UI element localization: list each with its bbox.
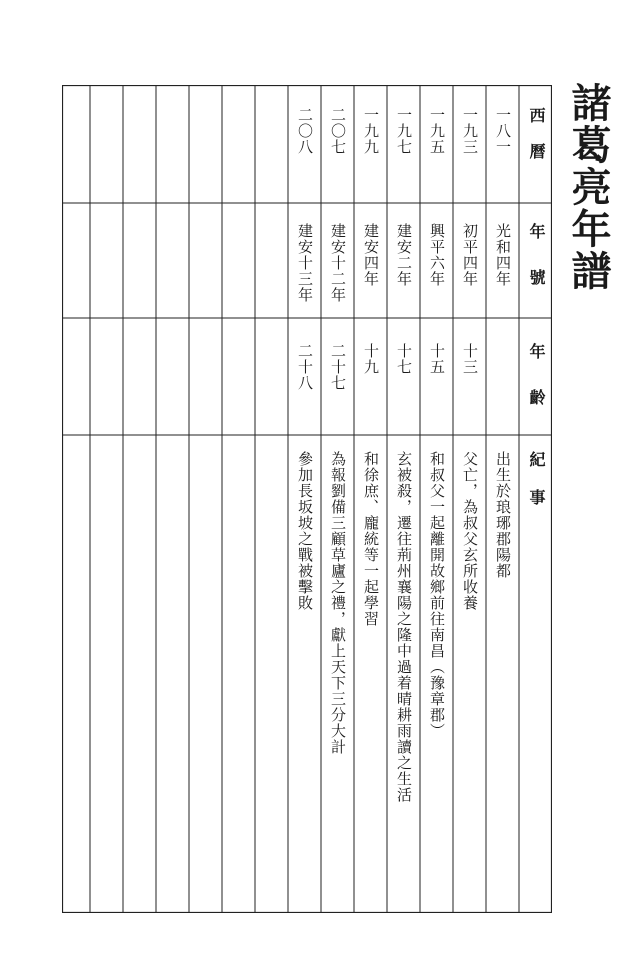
header-label: 西曆 — [527, 107, 546, 179]
cell-text: 建安二年 — [395, 223, 413, 287]
cell-text: 和叔父一起離開故鄉前往南昌（豫章郡） — [428, 451, 446, 739]
cell-text: 興平六年 — [428, 223, 446, 287]
cell-text: 出生於琅琊郡陽都 — [494, 451, 512, 579]
cell-text: 父亡，為叔父玄所收養 — [461, 451, 479, 611]
cell-text: 玄被殺，遷往荊州襄陽之隆中過着晴耕雨讀之生活 — [395, 451, 413, 803]
cell-text: 參加長坂坡之戰被擊敗 — [296, 451, 314, 611]
header-label: 年號 — [527, 223, 546, 315]
cell-text: 建安十二年 — [329, 223, 347, 303]
cell-text: 一九九 — [362, 107, 380, 155]
cell-text: 十三 — [461, 343, 479, 375]
cell-text: 十五 — [428, 343, 446, 375]
cell-text: 初平四年 — [461, 223, 479, 287]
chronology-table — [62, 85, 552, 913]
cell-text: 建安四年 — [362, 223, 380, 287]
cell-text: 建安十三年 — [296, 223, 314, 303]
cell-text: 二〇七 — [329, 107, 347, 155]
cell-text: 二〇八 — [296, 107, 314, 155]
cell-text: 一九三 — [461, 107, 479, 155]
cell-text: 十七 — [395, 343, 413, 375]
cell-text: 和徐庶、龐統等一起學習 — [362, 451, 380, 627]
cell-text: 十九 — [362, 343, 380, 375]
cell-text: 光和四年 — [494, 223, 512, 287]
cell-text: 為報劉備三顧草廬之禮，獻上天下三分大計 — [329, 451, 347, 755]
header-label: 紀事 — [527, 451, 546, 527]
cell-text: 二十七 — [329, 343, 347, 391]
page-title: 諸葛亮年譜 — [565, 82, 612, 292]
cell-text: 一八一 — [494, 107, 512, 155]
cell-text: 二十八 — [296, 343, 314, 391]
cell-text: 一九七 — [395, 107, 413, 155]
header-label: 年齡 — [527, 343, 546, 435]
cell-text: 一九五 — [428, 107, 446, 155]
